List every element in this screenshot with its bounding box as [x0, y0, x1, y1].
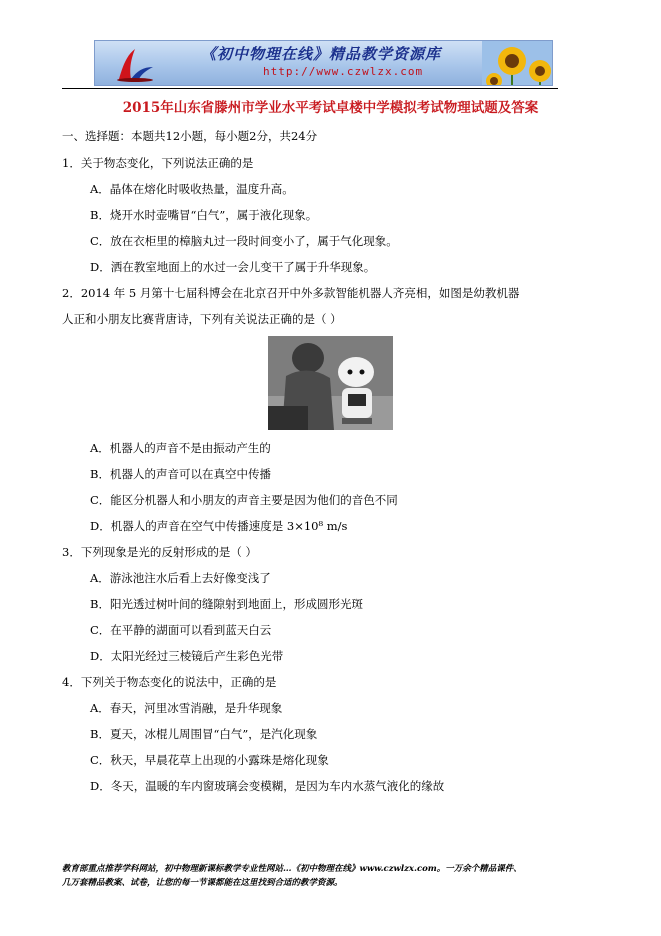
banner-url[interactable]: http://www.czwlzx.com — [263, 65, 424, 78]
question-2-option-b: B．机器人的声音可以在真空中传播 — [90, 467, 271, 481]
question-2-option-d: D．机器人的声音在空气中传播速度是 3×10⁸ m/s — [90, 519, 348, 533]
question-1-stem: 1．关于物态变化，下列说法正确的是 — [62, 156, 254, 170]
question-3-option-d: D．太阳光经过三棱镜后产生彩色光带 — [90, 649, 284, 663]
header-rule — [62, 88, 558, 89]
question-1-option-a: A．晶体在熔化时吸收热量，温度升高。 — [90, 182, 294, 196]
question-1-option-b: B．烧开水时壶嘴冒“白气”，属于液化现象。 — [90, 208, 318, 222]
question-3-stem: 3．下列现象是光的反射形成的是（ ） — [62, 545, 257, 559]
question-3-option-a: A．游泳池注水后看上去好像变浅了 — [90, 571, 271, 585]
question-2-option-a: A．机器人的声音不是由振动产生的 — [90, 441, 271, 455]
question-4-option-a: A．春天，河里冰雪消融，是升华现象 — [90, 701, 283, 715]
section-heading: 一、选择题：本题共12小题，每小题2分，共24分 — [62, 129, 318, 143]
question-4-option-c: C．秋天，早晨花草上出现的小露珠是熔化现象 — [90, 753, 329, 767]
question-3-option-b: B．阳光透过树叶间的缝隙射到地面上，形成圆形光斑 — [90, 597, 363, 611]
footer-line-1: 教育部重点推荐学科网站，初中物理新课标教学专业性网站…《初中物理在线》www.czwlzx.com。一万余个精品课件、 — [62, 864, 522, 874]
question-2-stem-continued: 人正和小朋友比赛背唐诗，下列有关说法正确的是（ ） — [62, 312, 342, 326]
header-banner — [94, 40, 553, 86]
question-2-stem: 2．2014 年 5 月第十七届科博会在北京召开中外多款智能机器人齐亮相，如图是幼教机器 — [62, 286, 520, 300]
robot-photo — [268, 336, 393, 430]
page-footer — [62, 862, 602, 890]
question-1-option-c: C．放在衣柜里的樟脑丸过一段时间变小了，属于气化现象。 — [90, 234, 398, 248]
question-4-option-d: D．冬天，温暖的车内窗玻璃会变模糊，是因为车内水蒸气液化的缘故 — [90, 779, 445, 793]
site-logo-icon — [113, 45, 157, 83]
footer-line-2: 几万套精品教案、试卷，让您的每一节课都能在这里找到合适的教学资源。 — [62, 878, 343, 888]
document-title: 2015年山东省滕州市学业水平考试卓楼中学模拟考试物理试题及答案 — [122, 100, 539, 116]
robot-and-child-illustration — [268, 336, 393, 430]
question-2-option-c: C．能区分机器人和小朋友的声音主要是因为他们的音色不同 — [90, 493, 398, 507]
sunflower-icon — [482, 41, 552, 86]
banner-title: 《初中物理在线》精品教学资源库 — [201, 45, 442, 63]
question-4-stem: 4．下列关于物态变化的说法中，正确的是 — [62, 675, 277, 689]
question-3-option-c: C．在平静的湖面可以看到蓝天白云 — [90, 623, 272, 637]
question-1-option-d: D．洒在教室地面上的水过一会儿变干了属于升华现象。 — [90, 260, 376, 274]
question-4-option-b: B．夏天，冰棍儿周围冒“白气”，是汽化现象 — [90, 727, 318, 741]
